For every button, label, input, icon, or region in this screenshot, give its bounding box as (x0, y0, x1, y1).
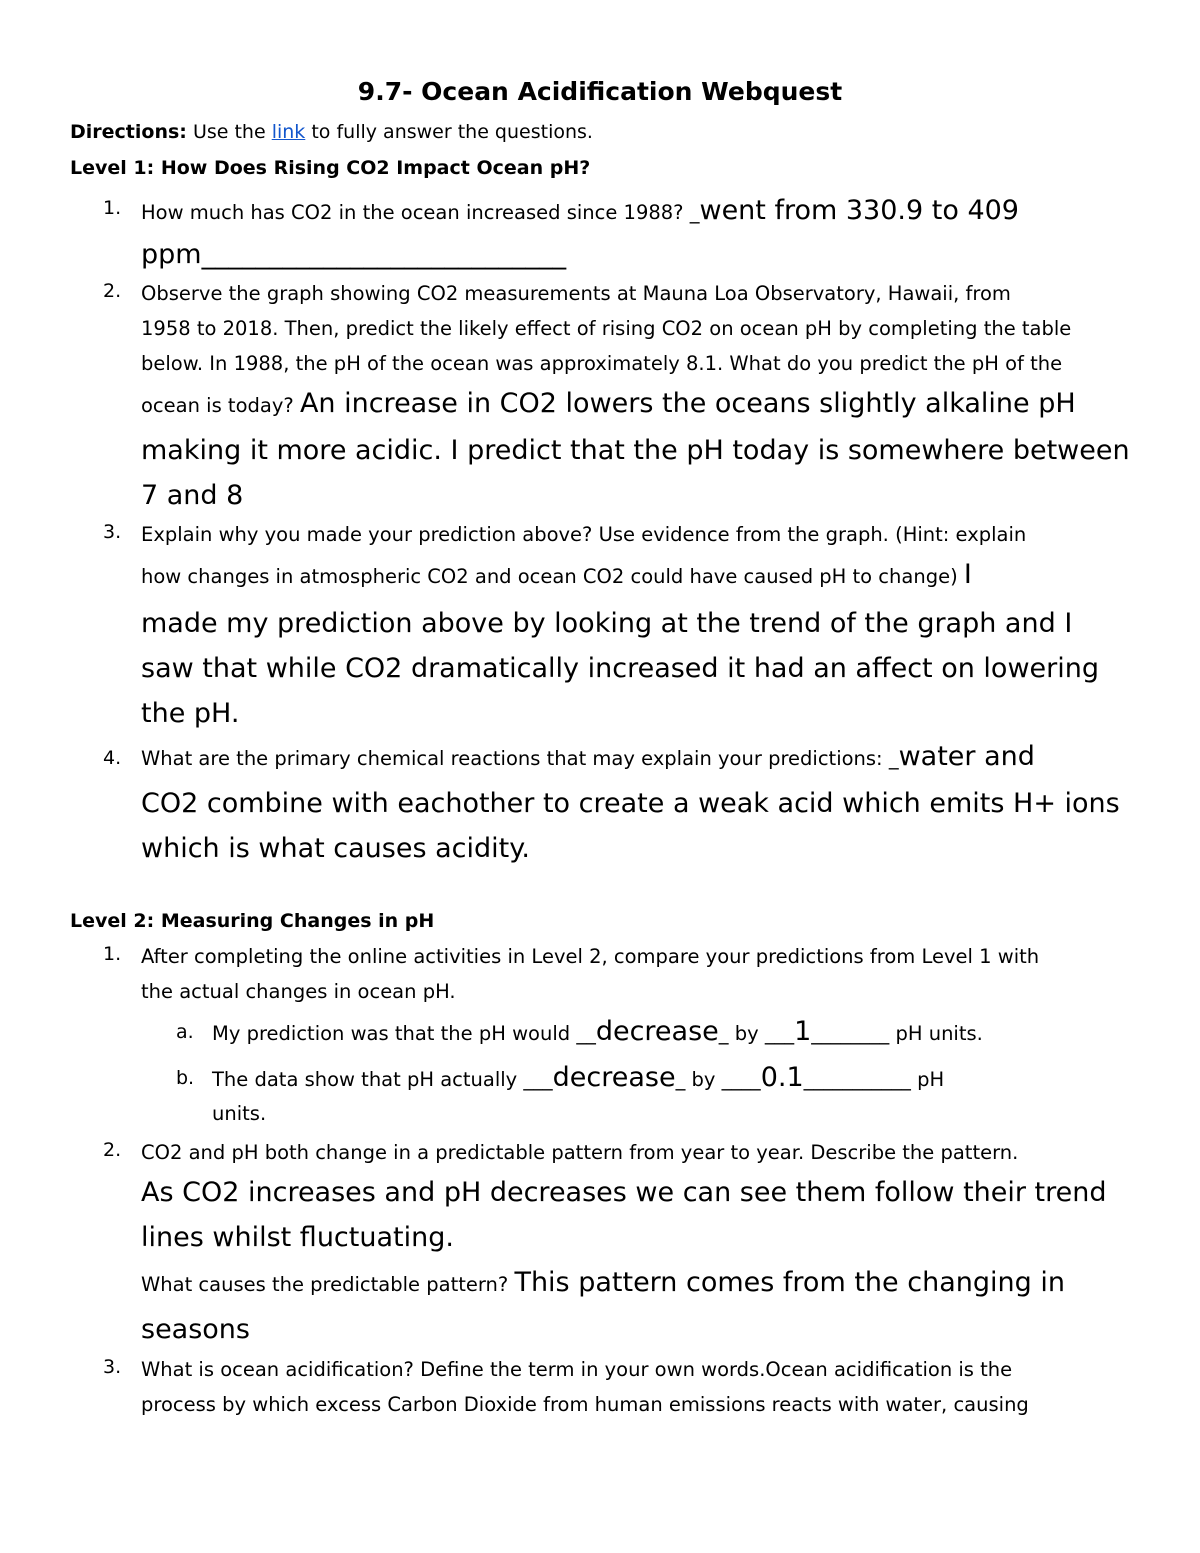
directions-text-before: Use the (192, 121, 266, 143)
answer-text: This pattern comes from the changing in (514, 1267, 1065, 1298)
answer-text: lines whilst fluctuating. (141, 1222, 454, 1253)
sub-question-letter: a. (176, 1021, 194, 1043)
level2-question-2 (103, 1135, 1133, 1352)
question-text: _ by ___ (718, 1022, 795, 1045)
answer-text: 1 (794, 1016, 812, 1047)
question-text: _ by ____ (675, 1068, 761, 1091)
question-line: Observe the graph showing CO2 measurements at Mauna Loa Observatory, Hawaii, from (141, 282, 1011, 305)
question-number: 2. (103, 1139, 122, 1161)
directions (70, 118, 593, 146)
level2-heading: Level 2: Measuring Changes in pH (70, 910, 435, 932)
question-text: units. (212, 1102, 267, 1125)
level2-question-3 (103, 1352, 1133, 1422)
level1-question-1 (103, 188, 1133, 277)
answer-text: decrease (552, 1062, 676, 1093)
level2-question-1b (176, 1059, 1136, 1129)
answer-text: 0.1 (760, 1062, 804, 1093)
question-text: ___________ pH (803, 1068, 945, 1091)
answer-text: I (963, 559, 972, 590)
question-number: 1. (103, 943, 122, 965)
question-prompt: How much has CO2 in the ocean increased since 1988? _ (141, 201, 700, 224)
answer-text: went from 330.9 to 409 (699, 195, 1019, 226)
answer-text: saw that while CO2 dramatically increased it had an affect on lowering (141, 653, 1099, 684)
question-line: 1958 to 2018. Then, predict the likely effect of rising CO2 on ocean pH by completing the table (141, 317, 1072, 340)
answer-text: water and (898, 741, 1035, 772)
directions-label: Directions: (70, 121, 187, 143)
question-prompt: What causes the predictable pattern? (141, 1273, 515, 1296)
question-line: Explain why you made your prediction above? Use evidence from the graph. (Hint: explain (141, 523, 1027, 546)
question-number: 3. (103, 521, 122, 543)
page-title: 9.7- Ocean Acidification Webquest (357, 77, 843, 106)
question-number: 4. (103, 747, 122, 769)
level2-question-1 (103, 939, 1133, 1009)
question-prompt: how changes in atmospheric CO2 and ocean CO2 could have caused pH to change) (141, 565, 964, 588)
answer-text: CO2 combine with eachother to create a weak acid which emits H+ ions (141, 788, 1120, 819)
level1-heading: Level 1: How Does Rising CO2 Impact Ocean pH? (70, 157, 591, 179)
answer-text: which is what causes acidity. (141, 833, 530, 864)
level1-question-4 (103, 734, 1133, 871)
answer-text: An increase in CO2 lowers the oceans slightly alkaline pH (299, 388, 1076, 419)
question-line: the actual changes in ocean pH. (141, 980, 456, 1003)
question-prompt: The data show that pH actually ___ (212, 1068, 553, 1091)
question-prompt: ocean is today? (141, 394, 300, 417)
answer-text: made my prediction above by looking at the trend of the graph and I (141, 608, 1073, 639)
answer-text: seasons (141, 1314, 250, 1345)
question-prompt: My prediction was that the pH would __ (212, 1022, 596, 1045)
answer-text: decrease (595, 1016, 719, 1047)
answer-text: 7 and 8 (141, 480, 244, 511)
question-prompt: What are the primary chemical reactions that may explain your predictions: _ (141, 747, 899, 770)
answer-text: the pH. (141, 698, 240, 729)
level2-question-1a (176, 1013, 1136, 1053)
question-line: below. In 1988, the pH of the ocean was approximately 8.1. What do you predict the pH of the (141, 352, 1063, 375)
question-number: 3. (103, 1356, 122, 1378)
question-line: process by which excess Carbon Dioxide from human emissions reacts with water, causing (141, 1393, 1029, 1416)
directions-text-after: to fully answer the questions. (311, 121, 593, 143)
answer-text: As CO2 increases and pH decreases we can see them follow their trend (141, 1177, 1107, 1208)
level1-question-2 (103, 276, 1133, 518)
answer-text: ppm___________________________ (141, 239, 567, 270)
directions-link[interactable]: link (271, 121, 306, 143)
sub-question-letter: b. (176, 1067, 195, 1089)
answer-text: making it more acidic. I predict that the pH today is somewhere between (141, 435, 1130, 466)
question-number: 2. (103, 280, 122, 302)
level1-question-3 (103, 517, 1133, 736)
question-text: ________ pH units. (811, 1022, 983, 1045)
question-line: What is ocean acidification? Define the term in your own words.Ocean acidification is the (141, 1358, 1013, 1381)
question-line: CO2 and pH both change in a predictable pattern from year to year. Describe the pattern. (141, 1141, 1019, 1164)
question-line: After completing the online activities in Level 2, compare your predictions from Level 1 with (141, 945, 1040, 968)
question-number: 1. (103, 197, 122, 219)
